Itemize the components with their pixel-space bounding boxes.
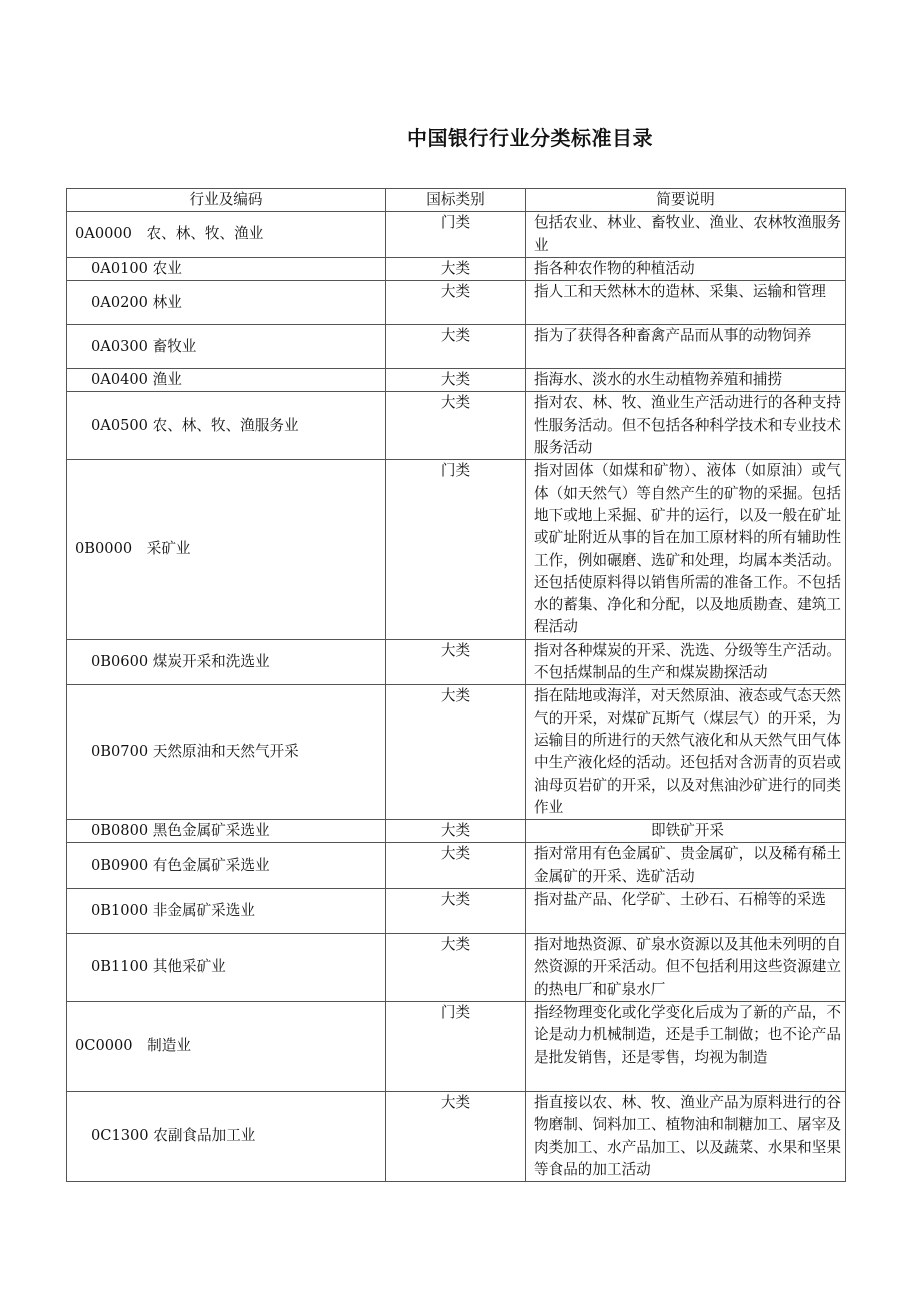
category-cell: 大类 <box>386 820 526 843</box>
description-cell: 指各种农作物的种植活动 <box>526 257 846 280</box>
description-cell: 指对农、林、牧、渔业生产活动进行的各种支持性服务活动。但不包括各种科学技术和专业技术服务活动 <box>526 392 846 460</box>
category-cell: 大类 <box>386 257 526 280</box>
industry-code-cell: 0A0200 林业 <box>67 281 386 325</box>
category-cell: 大类 <box>386 392 526 460</box>
industry-table <box>66 188 846 1182</box>
table-row <box>67 1091 846 1181</box>
table-header <box>67 189 846 212</box>
category-cell: 大类 <box>386 934 526 1002</box>
category-cell: 门类 <box>386 1001 526 1091</box>
description-cell: 包括农业、林业、畜牧业、渔业、农林牧渔服务业 <box>526 212 846 258</box>
category-cell: 大类 <box>386 369 526 392</box>
table-row <box>67 212 846 258</box>
description-cell: 即铁矿开采 <box>526 820 846 843</box>
industry-code-cell: 0C0000 制造业 <box>67 1001 386 1091</box>
category-cell: 大类 <box>386 685 526 820</box>
table-row <box>67 639 846 685</box>
table-row <box>67 257 846 280</box>
category-cell: 大类 <box>386 281 526 325</box>
industry-code-cell: 0B0700 天然原油和天然气开采 <box>67 685 386 820</box>
description-cell: 指人工和天然林木的造林、采集、运输和管理 <box>526 281 846 325</box>
table-row <box>67 460 846 639</box>
description-cell: 指对常用有色金属矿、贵金属矿，以及稀有稀土金属矿的开采、选矿活动 <box>526 843 846 889</box>
industry-code-cell: 0A0500 农、林、牧、渔服务业 <box>67 392 386 460</box>
table-row <box>67 685 846 820</box>
description-cell: 指为了获得各种畜禽产品而从事的动物饲养 <box>526 325 846 369</box>
industry-code-cell: 0B0600 煤炭开采和洗选业 <box>67 639 386 685</box>
table-row <box>67 934 846 1002</box>
header-industry-code: 行业及编码 <box>67 189 386 212</box>
page-title: 中国银行行业分类标准目录 <box>407 126 653 150</box>
header-description: 简要说明 <box>526 189 846 212</box>
table-row <box>67 281 846 325</box>
table-row <box>67 325 846 369</box>
description-cell: 指海水、淡水的水生动植物养殖和捕捞 <box>526 369 846 392</box>
description-cell: 指直接以农、林、牧、渔业产品为原料进行的谷物磨制、饲料加工、植物油和制糖加工、屠宰及肉类加工、水产品加工、以及蔬菜、水果和坚果等食品的加工活动 <box>526 1091 846 1181</box>
table-row <box>67 369 846 392</box>
category-cell: 大类 <box>386 889 526 934</box>
category-cell: 大类 <box>386 1091 526 1181</box>
industry-code-cell: 0B0800 黑色金属矿采选业 <box>67 820 386 843</box>
category-cell: 大类 <box>386 843 526 889</box>
description-cell: 指经物理变化或化学变化后成为了新的产品，不论是动力机械制造，还是手工制做；也不论产品是批发销售，还是零售，均视为制造 <box>526 1001 846 1091</box>
table-row <box>67 392 846 460</box>
table-row <box>67 820 846 843</box>
industry-code-cell: 0A0400 渔业 <box>67 369 386 392</box>
description-cell: 指在陆地或海洋，对天然原油、液态或气态天然气的开采，对煤矿瓦斯气（煤层气）的开采，为运输目的所进行的天然气液化和从天然气田气体中生产液化烃的活动。还包括对含沥青的页岩或油母页岩矿的开采，以及对焦油沙矿进行的同类作业 <box>526 685 846 820</box>
industry-code-cell: 0A0000 农、林、牧、渔业 <box>67 212 386 258</box>
header-category: 国标类别 <box>386 189 526 212</box>
industry-code-cell: 0C1300 农副食品加工业 <box>67 1091 386 1181</box>
industry-code-cell: 0A0300 畜牧业 <box>67 325 386 369</box>
description-cell: 指对地热资源、矿泉水资源以及其他未列明的自然资源的开采活动。但不包括利用这些资源建立的热电厂和矿泉水厂 <box>526 934 846 1002</box>
category-cell: 门类 <box>386 460 526 639</box>
industry-code-cell: 0B0900 有色金属矿采选业 <box>67 843 386 889</box>
table-row <box>67 843 846 889</box>
industry-code-cell: 0B1000 非金属矿采选业 <box>67 889 386 934</box>
category-cell: 门类 <box>386 212 526 258</box>
description-cell: 指对固体（如煤和矿物）、液体（如原油）或气体（如天然气）等自然产生的矿物的采掘。包括地下或地上采掘、矿井的运行，以及一般在矿址或矿址附近从事的旨在加工原材料的所有辅助性工作，例如碾磨、选矿和处理，均属本类活动。还包括使原料得以销售所需的准备工作。不包括水的蓄集、净化和分配，以及地质勘查、建筑工程活动 <box>526 460 846 639</box>
category-cell: 大类 <box>386 325 526 369</box>
category-cell: 大类 <box>386 639 526 685</box>
industry-code-cell: 0A0100 农业 <box>67 257 386 280</box>
table-row <box>67 889 846 934</box>
industry-code-cell: 0B0000 采矿业 <box>67 460 386 639</box>
description-cell: 指对盐产品、化学矿、土砂石、石棉等的采选 <box>526 889 846 934</box>
description-cell: 指对各种煤炭的开采、洗选、分级等生产活动。不包括煤制品的生产和煤炭勘探活动 <box>526 639 846 685</box>
industry-code-cell: 0B1100 其他采矿业 <box>67 934 386 1002</box>
table-row <box>67 1001 846 1091</box>
